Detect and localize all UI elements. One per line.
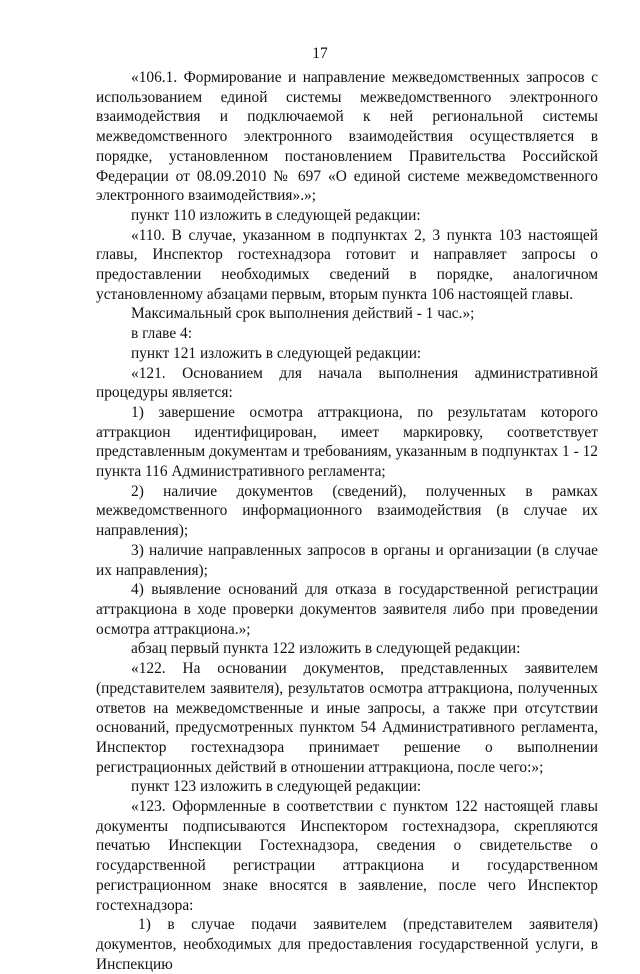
- paragraph-122: «122. На основании документов, представленных заявителем (представителем заявителя), результатов осмотра аттракциона, полученных ответов на межведомственные и иные запросы, а также при отсутствии оснований, предусмотренных пунктом 54 Административного регламента, Инспектор гостехнадзора принимает решение о выполнении регистрационных действий в отношении аттракциона, после чего:»;: [96, 660, 598, 776]
- paragraph-121-sub-3: 3) наличие направленных запросов в органы и организации (в случае их направления);: [96, 541, 598, 579]
- paragraph-123: «123. Оформленные в соответствии с пунктом 122 настоящей главы документы подписываются Инспектором гостехнадзора, скрепляются печатью Инспекции Гостехнадзора, сведения о свидетельстве о государственной регистрации аттракциона и государственном регистрационном знаке вносятся в заявление, после чего Инспектор гостехнадзора:: [96, 798, 598, 914]
- paragraph-121-sub-4: 4) выявление оснований для отказа в государственной регистрации аттракциона в ходе проверки документов заявителя либо при проведении осмотра аттракциона.»;: [96, 581, 598, 638]
- paragraph-123-sub-1: 1) в случае подачи заявителем (представителем заявителя) документов, необходимых для предоставления государственной услуги, в Инспекцию: [96, 916, 598, 973]
- paragraph-item-110-intro: пункт 110 изложить в следующей редакции:: [131, 206, 421, 224]
- paragraph-item-123-intro: пункт 123 изложить в следующей редакции:: [131, 778, 422, 796]
- paragraph-121-sub-1: 1) завершение осмотра аттракциона, по результатам которого аттракцион идентифицирован, имеет маркировку, соответствует представленным документам и требованиям, указанным в подпунктах 1 - 12 пункта 116 Административного регламента;: [96, 403, 598, 481]
- paragraph-121-sub-2: 2) наличие документов (сведений), полученных в рамках межведомственного информационного взаимодействия (в случае их направления);: [96, 482, 598, 540]
- paragraph-item-122-intro: абзац первый пункта 122 изложить в следующей редакции:: [131, 640, 521, 658]
- paragraph-item-121-intro: пункт 121 изложить в следующей редакции:: [131, 344, 422, 362]
- paragraph-max-time: Максимальный срок выполнения действий - 1 час.»;: [131, 305, 475, 323]
- paragraph-110: «110. В случае, указанном в подпунктах 2, 3 пункта 103 настоящей главы, Инспектор гостехнадзора готовит и направляет запросы о предоставлении необходимых сведений в порядке, аналогичном установленному абзацами первым, вторым пункта 106 настоящей главы.: [96, 226, 598, 303]
- paragraph-106-1: «106.1. Формирование и направление межведомственных запросов с использованием единой системы межведомственного электронного взаимодействия и подключаемой к ней региональной системы межведомственного электронного взаимодействия осуществляется в порядке, установленном постановлением Правительства Российской Федерации от 08.09.2010 № 697 «О единой системе межведомственного электронного взаимодействия».»;: [96, 69, 598, 205]
- document-body: [96, 68, 598, 974]
- paragraph-chapter-4: в главе 4:: [131, 325, 192, 343]
- page-number: 17: [312, 45, 328, 62]
- paragraph-121: «121. Основанием для начала выполнения административной процедуры является:: [96, 364, 598, 402]
